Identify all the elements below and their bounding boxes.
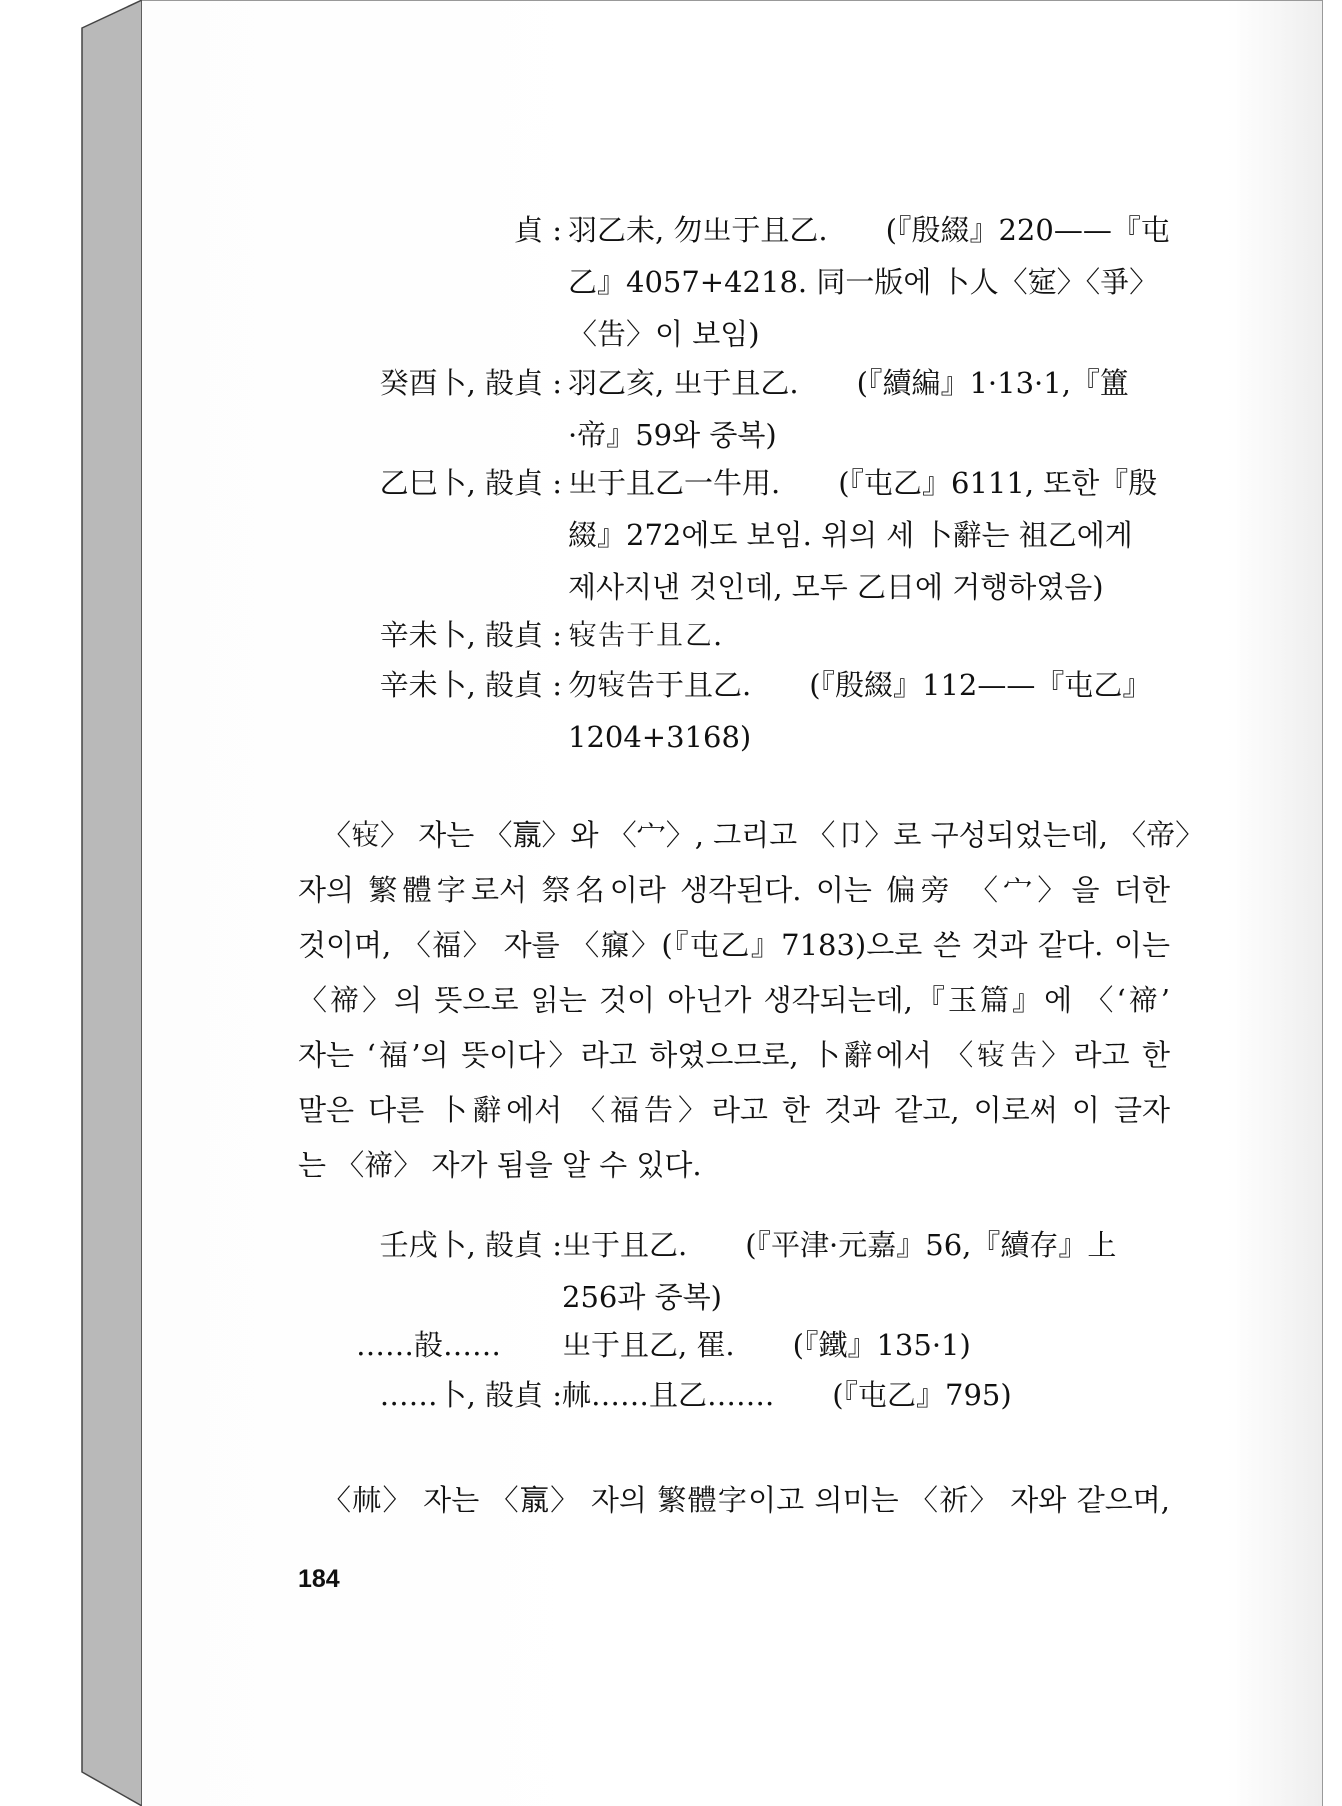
entry-line: 勿𡨣告于且乙. (『殷綴』112——『屯乙』: [568, 668, 1152, 702]
entry-label: ……卜, 㱿貞 :: [379, 1378, 562, 1412]
entry-line: 羽乙亥, 㞢于且乙. (『續編』1·13·1,『簠: [568, 366, 1129, 400]
entry-label: 癸酉卜, 㱿貞 :: [379, 366, 562, 400]
entry-label: ……㱿……: [356, 1328, 502, 1362]
body-paragraph: [298, 1473, 1170, 1528]
entry-label: 乙巳卜, 㱿貞 :: [379, 466, 562, 500]
entry-line: ·帝』59와 중복): [568, 418, 777, 452]
entry-line: 㞢于且乙. (『平津·元嘉』56,『續存』上: [562, 1228, 1117, 1262]
paragraph-line: 자의 繁體字로서 祭名이라 생각된다. 이는 偏旁 〈宀〉을 더한: [298, 873, 1170, 907]
entry-line: 㞢于且乙, 䍜. (『鐵』135·1): [562, 1328, 971, 1362]
entry-label: 辛未卜, 㱿貞 :: [379, 618, 562, 652]
page-number: 184: [298, 1565, 340, 1593]
entry-line: 綴』272에도 보임. 위의 세 卜辭는 祖乙에게: [568, 518, 1133, 552]
entry-line: 〈吿〉이 보임): [568, 317, 760, 351]
entry-line: 㞢于且乙一牛用. (『屯乙』6111, 또한『殷: [568, 466, 1158, 500]
entry-line: 256과 중복): [562, 1280, 722, 1314]
paragraph-line: 〈禘〉의 뜻으로 읽는 것이 아닌가 생각되는데,『玉篇』에 〈‘禘’: [298, 983, 1170, 1017]
entry-label: 辛未卜, 㱿貞 :: [379, 668, 562, 702]
body-paragraph: [298, 808, 1205, 1193]
entry-line: 제사지낸 것인데, 모두 乙日에 거행하였음): [568, 570, 1104, 604]
paragraph-line: 〈𡨣〉 자는 〈𣎆〉와 〈宀〉, 그리고 〈卩〉로 구성되었는데, 〈帝〉: [322, 818, 1205, 852]
entry-label: 貞 :: [514, 213, 562, 247]
paragraph-line: 말은 다른 卜辭에서 〈福告〉라고 한 것과 같고, 이로써 이 글자: [298, 1093, 1170, 1127]
paragraph-line: 〈𣏟〉 자는 〈𣎆〉 자의 繁體字이고 의미는 〈祈〉 자와 같으며,: [322, 1483, 1170, 1517]
paragraph-line: 것이며, 〈福〉 자를 〈䆿〉(『屯乙』7183)으로 쓴 것과 같다. 이는: [298, 928, 1170, 962]
entry-line: 1204+3168): [568, 720, 752, 754]
entry-label: 壬戌卜, 㱿貞 :: [379, 1228, 562, 1262]
entry-line: 𣏟……且乙……. (『屯乙』795): [562, 1378, 1012, 1412]
paragraph-line: 자는 ‘福’의 뜻이다〉라고 하였으므로, 卜辭에서 〈𡨣告〉라고 한: [298, 1038, 1170, 1072]
entry-line: 乙』4057+4218. 同一版에 卜人〈㝚〉〈爭〉: [568, 265, 1159, 299]
entry-line: 𡨣告于且乙.: [568, 618, 723, 652]
entry-line: 羽乙未, 勿㞢于且乙. (『殷綴』220——『屯: [568, 213, 1170, 247]
paragraph-line: 는 〈禘〉 자가 됨을 알 수 있다.: [298, 1148, 702, 1182]
